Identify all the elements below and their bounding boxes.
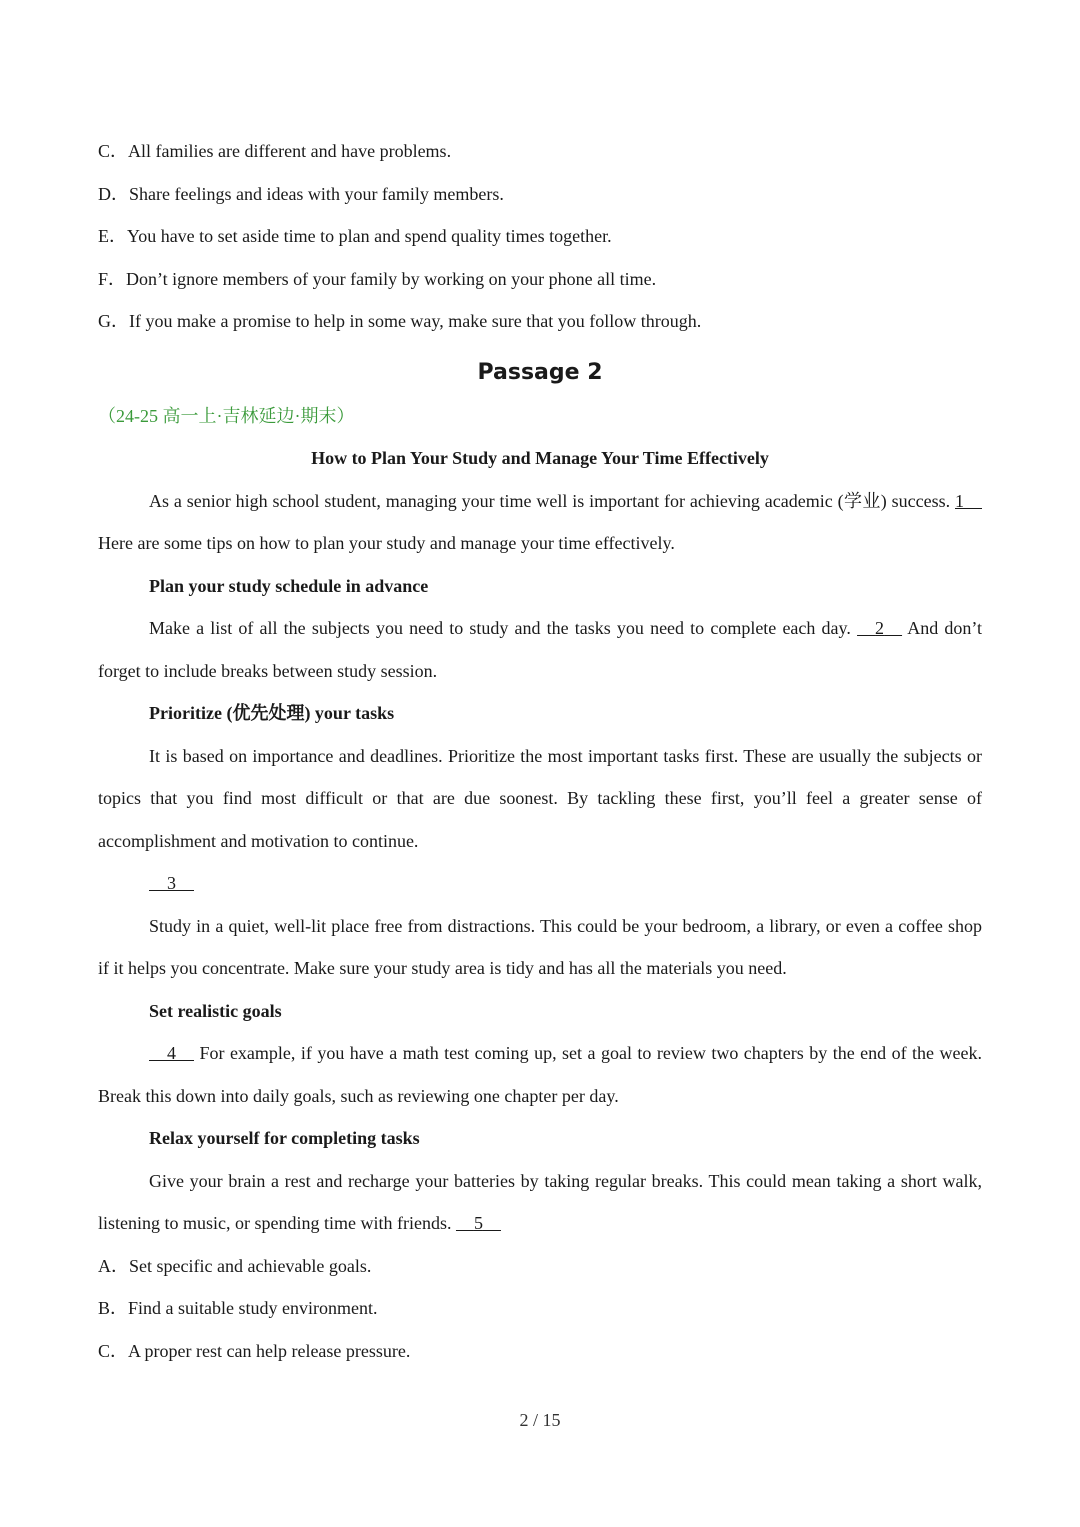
section-text-goals: 4 For example, if you have a math test coming up, set a goal to review two chapters by the end of the week. Break this down into daily goals, such as reviewing one chapter per day.: [98, 1032, 982, 1117]
article-title: How to Plan Your Study and Manage Your Time Effectively: [311, 448, 769, 468]
option-g: G．If you make a promise to help in some way, make sure that you follow through.: [98, 311, 702, 331]
blank-5[interactable]: 5: [473, 1213, 483, 1233]
document-page: [98, 130, 982, 1372]
blank-4[interactable]: 4: [167, 1043, 176, 1063]
option-f: F．Don’t ignore members of your family by working on your phone all time.: [98, 268, 657, 289]
section-heading-schedule: Plan your study schedule in advance: [149, 575, 429, 596]
section-text-relax: Give your brain a rest and recharge your batteries by taking regular breaks. This could mean taking a short walk, listening to music, or spending time with friends. 5: [98, 1160, 982, 1245]
passage-title: Passage 2: [477, 359, 603, 385]
option-c: C．All families are different and have problems.: [98, 141, 452, 161]
section-heading-relax: Relax yourself for completing tasks: [149, 1128, 420, 1148]
blank-2[interactable]: 2: [875, 618, 885, 638]
section-heading-goals: Set realistic goals: [149, 1000, 282, 1021]
blank-3[interactable]: 3: [167, 873, 176, 893]
intro-paragraph: As a senior high school student, managing your time well is important for achieving academic (学业) success. 1 Here are some tips on how to plan your study and manage your time effectively.: [98, 480, 982, 565]
section-heading-prioritize: Prioritize (优先处理) your tasks: [149, 703, 395, 723]
option-c-bottom: C．A proper rest can help release pressure.: [98, 1340, 411, 1361]
section-text-schedule: Make a list of all the subjects you need to study and the tasks you need to complete each day. 2 And don’t forget to include breaks between study session.: [98, 607, 982, 692]
option-e: E．You have to set aside time to plan and spend quality times together.: [98, 226, 612, 246]
option-d: D．Share feelings and ideas with your family members.: [98, 183, 504, 204]
blank-1[interactable]: 1: [955, 490, 964, 511]
heading-blank-3-line: [98, 862, 982, 905]
section-text-prioritize: It is based on importance and deadlines. Prioritize the most important tasks first. These are usually the subjects or topics that you find most difficult or that are due soonest. By tackling these first, you’ll feel a greater sense of accomplishment and motivation to continue.: [98, 745, 982, 851]
source-label: （24-25 高一上·吉林延边·期末）: [98, 405, 355, 426]
option-b: B．Find a suitable study environment.: [98, 1298, 378, 1318]
section-text-environment: Study in a quiet, well-lit place free from distractions. This could be your bedroom, a library, or even a coffee shop if it helps you concentrate. Make sure your study area is tidy and has all the materials you need.: [98, 915, 982, 978]
option-a: A．Set specific and achievable goals.: [98, 1255, 372, 1276]
page-number: 2 / 15: [519, 1410, 561, 1430]
